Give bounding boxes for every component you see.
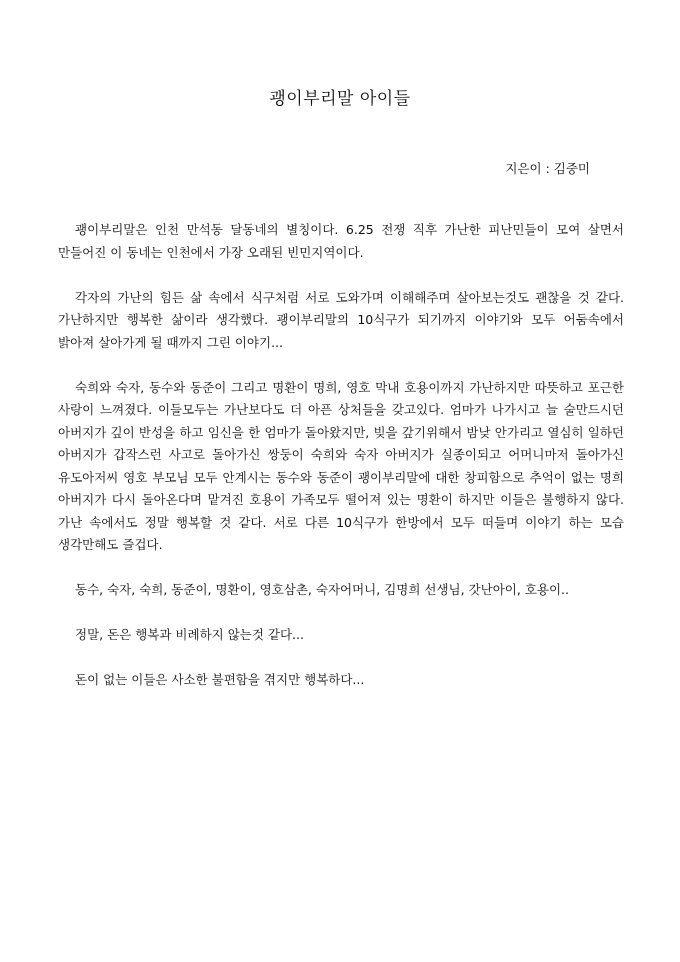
author-line: 지은이 : 김중미 xyxy=(505,161,590,176)
document-title: 괭이부리말 아이들 xyxy=(269,89,411,109)
paragraph-intro: 괭이부리말은 인천 만석동 달동네의 별칭이다. 6.25 전쟁 직후 가난한 피난민들이 모여 살면서 만들어진 이 동네는 인천에서 가장 오래된 빈민지역이다. xyxy=(58,222,624,260)
paragraph-5: 정말, 돈은 행복과 비례하지 않는것 같다... xyxy=(75,627,304,642)
document-body xyxy=(58,219,624,714)
paragraph-characters: 동수, 숙자, 숙희, 동준이, 명환이, 영호삼촌, 숙자어머니, 김명희 선생님, 갓난아이, 호용이.. xyxy=(75,582,569,597)
paragraph-6: 돈이 없는 이들은 사소한 불편함을 겪지만 행복하다... xyxy=(75,672,365,687)
paragraph-3: 숙희와 숙자, 동수와 동준이 그리고 명환이 명희, 영호 막내 호용이까지 가난하지만 따뜻하고 포근한 사랑이 느껴졌다. 이들모두는 가난보다도 더 아픈 상처들을 갖고있다. 엄마가 나가시고 늘 술만드시던 아버지가 깊이 반성을 하고 임신을 한 엄마가 돌아왔지만, 빚을 갚기위해서 밤낮 안가리고 열심히 일하던 아버지가 갑작스런 사고로 돌아가신 쌍둥이 숙희와 숙자 아버지가 실종이되고 어머니마저 돌아가신 유도아저씨 영호 부모님 모두 안계시는 동수와 동준이 괭이부리말에 대한 창피함으로 추억이 없는 명희 아버지가 다시 돌아온다며 맡겨진 호용이 가족모두 떨어져 있는 명환이 하지만 이들은 불행하지 않다. 가난 속에서도 정말 행복할 것 같다. 서로 다른 10식구가 한방에서 모두 떠들며 이야기 하는 모습 생각만해도 즐겁다. xyxy=(58,379,624,552)
paragraph-2: 각자의 가난의 힘든 삶 속에서 식구처럼 서로 도와가며 이해해주며 살아보는것도 괜찮을 것 같다. 가난하지만 행복한 삶이라 생각했다. 괭이부리말의 10식구가 되기까지 이야기와 모두 어둠속에서 밝아져 살아가게 될 때까지 그린 이야기... xyxy=(58,289,624,350)
